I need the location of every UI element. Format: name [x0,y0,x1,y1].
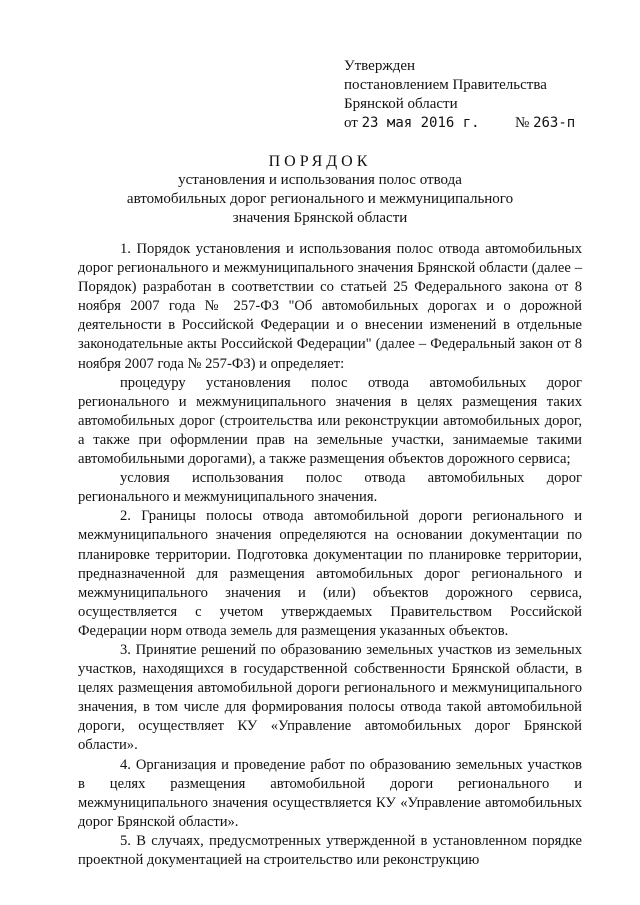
title-line-3: значения Брянской области [232,210,408,226]
approval-date: 23 мая 2016 г. [361,115,480,131]
title-line-2: автомобильных дорог регионального и межмуниципального [126,191,514,207]
approval-number: 263-п [533,115,576,131]
paragraph-5: 3. Принятие решений по образованию земельных участков из земельных участков, находящихся в государственной собственности Брянской области, в целях размещения автомобильной дороги регионального и межмуниципального значения, в том числе для формирования полосы отвода такой автомобильной дороги, осуществляет КУ «Управление автомобильных дорог Брянской области». [78,641,582,754]
date-prefix: от [344,115,358,131]
title-heading: ПОРЯДОК [268,153,372,170]
approval-line-region: Брянской области [344,96,458,112]
approval-date-row [344,114,614,133]
paragraph-3: условия использования полос отвода автомобильных дорог регионального и межмуниципального значения. [78,470,582,506]
title-line-1: установления и использования полос отвода [178,172,462,188]
paragraph-6: 4. Организация и проведение работ по образованию земельных участков в целях размещения автомобильной дороги регионального и межмуниципального значения осуществляется КУ «Управление автомобильных дорог Брянской области». [78,756,582,830]
paragraph-1: 1. Порядок установления и использования полос отвода автомобильных дорог регионального и межмуниципального значения Брянской области (далее – Порядок) разработан в соответствии со статьей 25 Федерального закона от 8 ноября 2007 года № 257-ФЗ "Об автомобильных дорогах и о дорожной деятельности в Российской Федерации и о внесении изменений в отдельные законодательные акты Российской Федерации" (далее – Федеральный закон от 8 ноября 2007 года № 257-ФЗ) и определяет: [78,241,582,372]
approval-line-resolution: постановлением Правительства [344,77,547,93]
approval-line-approved: Утвержден [344,58,416,74]
number-prefix: № [515,115,530,131]
approval-stamp [344,57,614,133]
paragraph-4: 2. Границы полосы отвода автомобильной дороги регионального и межмуниципального значения определяются на основании документации по планировке территории. Подготовка документации по планировке территории, предназначенной для размещения автомобильных дорог регионального и межмуниципального значения и (или) объектов дорожного сервиса, осуществляется с учетом утверждаемых Правительством Российской Федерации норм отвода земель для размещения указанных объектов. [78,508,582,639]
document-title [0,152,640,228]
paragraph-2: процедуру установления полос отвода автомобильных дорог регионального и межмуниципального значения в целях размещения таких автомобильных дорог (строительства или реконструкции автомобильных дорог, а также при оформлении прав на земельные участки, занимаемые такими автомобильными дорогами), а также размещения объектов дорожного сервиса; [78,374,582,468]
document-body [78,240,582,870]
approval-number-group [515,114,575,133]
paragraph-7: 5. В случаях, предусмотренных утвержденной в установленном порядке проектной документацией на строительство или реконструкцию [78,832,582,868]
